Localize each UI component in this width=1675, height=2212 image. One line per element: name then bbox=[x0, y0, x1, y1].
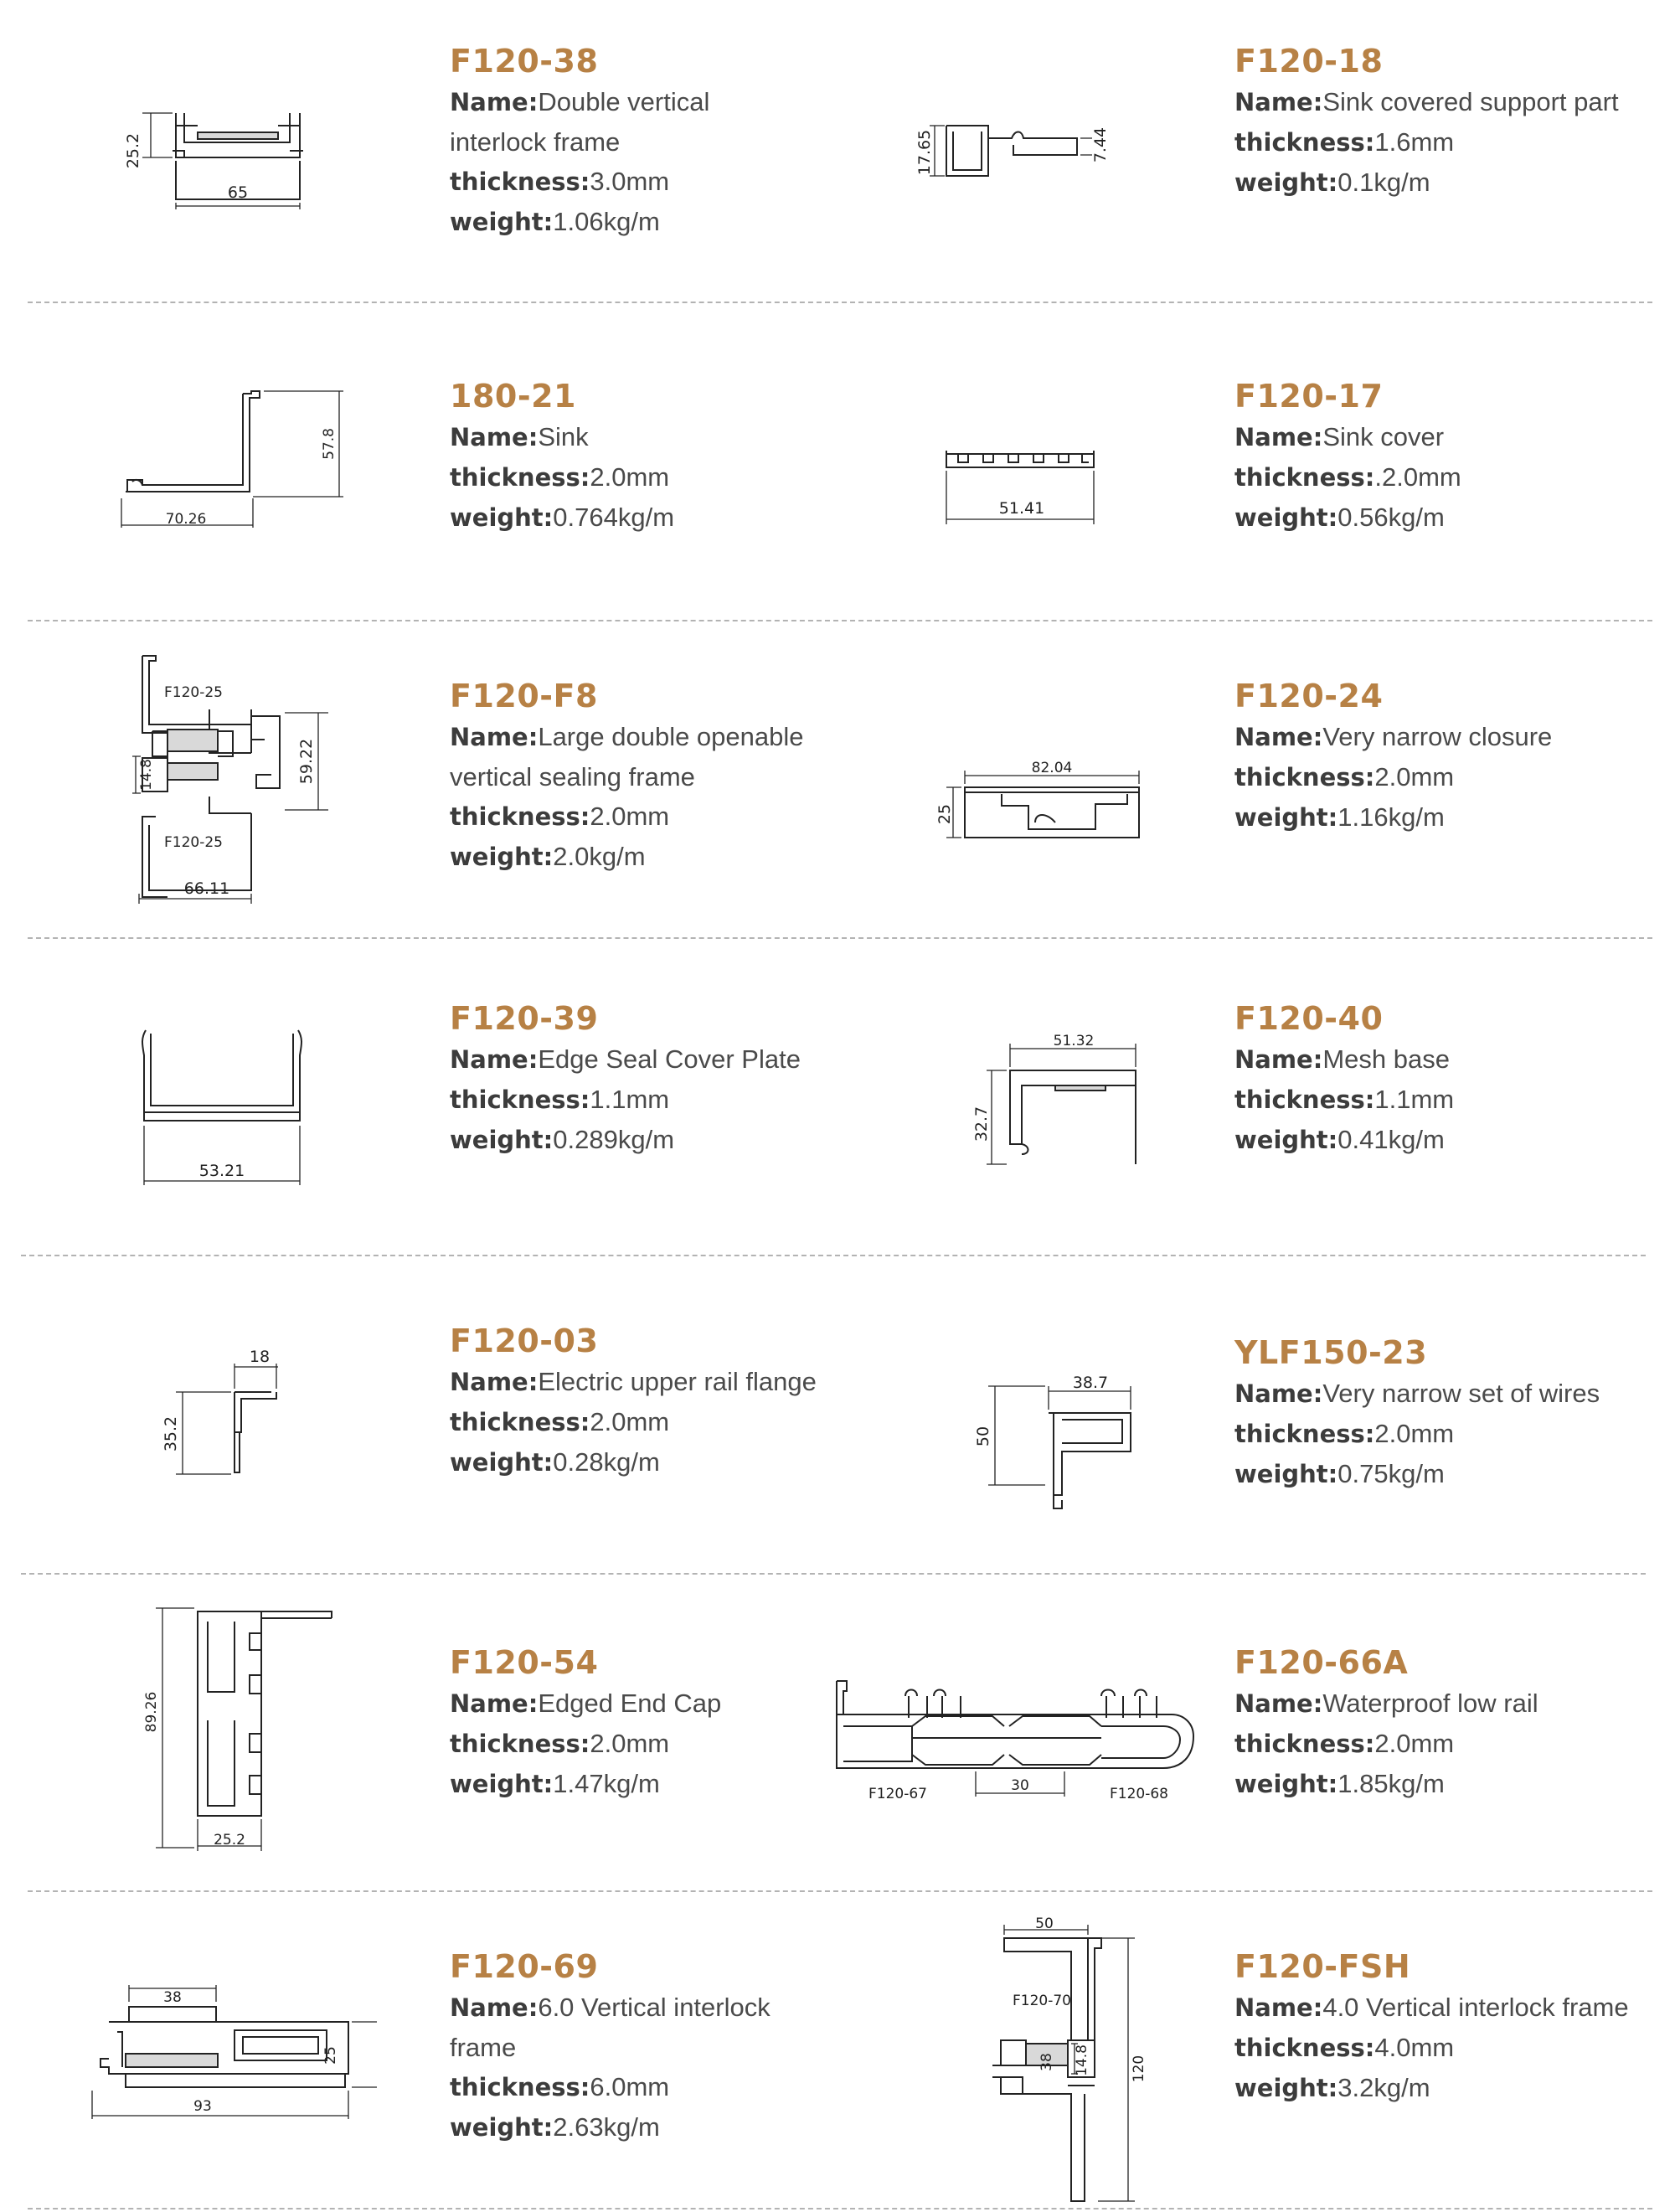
product-name: Name:Large double openable bbox=[450, 722, 804, 751]
product-weight: weight:1.47kg/m bbox=[450, 1769, 660, 1798]
product-thickness: thickness:2.0mm bbox=[450, 1729, 670, 1758]
profile-drawing bbox=[976, 1918, 1164, 2207]
product-thickness: thickness:2.0mm bbox=[450, 1407, 670, 1436]
row-divider bbox=[21, 1573, 1646, 1575]
product-name: Name:Edged End Cap bbox=[450, 1689, 722, 1718]
profile-drawing bbox=[930, 745, 1164, 854]
dimension-label: 14.8 bbox=[138, 759, 155, 791]
product-thickness: thickness:.2.0mm bbox=[1234, 462, 1461, 492]
product-weight: weight:1.85kg/m bbox=[1234, 1769, 1445, 1798]
product-code: F120-24 bbox=[1234, 678, 1384, 714]
dimension-label: 25.2 bbox=[124, 132, 142, 169]
profile-drawing bbox=[938, 444, 1106, 528]
product-entry bbox=[1234, 1332, 1600, 1494]
product-thickness: thickness:1.6mm bbox=[1234, 127, 1455, 157]
product-code: F120-FSH bbox=[1234, 1948, 1411, 1985]
dimension-label: 93 bbox=[193, 2098, 212, 2115]
dimension-label: 59.22 bbox=[297, 738, 316, 785]
product-weight: weight:0.41kg/m bbox=[1234, 1125, 1445, 1154]
dimension-label: F120-67 bbox=[868, 1786, 927, 1802]
product-name: Name:4.0 Vertical interlock frame bbox=[1234, 1993, 1629, 2022]
product-name: Name:Electric upper rail flange bbox=[450, 1367, 817, 1396]
product-name: Name:Waterproof low rail bbox=[1234, 1689, 1538, 1718]
product-entry bbox=[450, 40, 709, 242]
product-entry bbox=[450, 1320, 817, 1482]
product-weight: weight:0.75kg/m bbox=[1234, 1459, 1445, 1488]
product-name-continued: interlock frame bbox=[450, 127, 621, 157]
product-name: Name:Very narrow set of wires bbox=[1234, 1379, 1600, 1408]
dimension-label: 51.41 bbox=[998, 499, 1045, 518]
product-code: 180-21 bbox=[450, 378, 576, 415]
profile-drawing bbox=[126, 1022, 318, 1189]
profile-drawing bbox=[142, 1340, 310, 1482]
product-weight: weight:2.63kg/m bbox=[450, 2112, 660, 2142]
dimension-label: 25 bbox=[322, 2046, 339, 2065]
dimension-label: F120-70 bbox=[1013, 1993, 1071, 2009]
dimension-label: 53.21 bbox=[198, 1162, 245, 1180]
dimension-label: 65 bbox=[227, 183, 249, 202]
product-entry bbox=[1234, 675, 1552, 838]
dimension-label: 25 bbox=[935, 803, 954, 825]
dimension-label: 70.26 bbox=[165, 511, 207, 528]
product-thickness: thickness:1.1mm bbox=[450, 1085, 670, 1114]
profile-drawing bbox=[75, 1977, 360, 2119]
product-entry bbox=[1234, 998, 1454, 1160]
product-thickness: thickness:2.0mm bbox=[1234, 1419, 1455, 1448]
dimension-label: 18 bbox=[249, 1348, 271, 1366]
product-weight: weight:0.289kg/m bbox=[450, 1125, 675, 1154]
product-code: F120-18 bbox=[1234, 43, 1384, 80]
product-name-continued: frame bbox=[450, 2033, 517, 2062]
product-code: F120-69 bbox=[450, 1948, 599, 1985]
product-thickness: thickness:2.0mm bbox=[1234, 762, 1455, 791]
profile-drawing bbox=[938, 1030, 1156, 1173]
product-thickness: thickness:2.0mm bbox=[1234, 1729, 1455, 1758]
product-name: Name:Double vertical bbox=[450, 87, 710, 116]
product-code: F120-F8 bbox=[450, 678, 598, 714]
profile-drawing bbox=[117, 92, 335, 209]
product-code: F120-40 bbox=[1234, 1000, 1384, 1037]
product-entry bbox=[450, 375, 674, 538]
product-entry bbox=[450, 675, 804, 877]
row-divider bbox=[28, 937, 1652, 939]
product-code: F120-66A bbox=[1234, 1644, 1409, 1681]
profile-drawing bbox=[134, 1600, 352, 1851]
product-entry bbox=[1234, 375, 1461, 538]
dimension-label: 57.8 bbox=[321, 428, 338, 460]
product-weight: weight:0.56kg/m bbox=[1234, 503, 1445, 532]
product-thickness: thickness:6.0mm bbox=[450, 2072, 670, 2101]
row-divider bbox=[21, 1255, 1646, 1256]
row-divider bbox=[28, 620, 1652, 621]
product-entry bbox=[450, 1946, 770, 2148]
dimension-label: 38 bbox=[163, 1989, 182, 2006]
product-name: Name:Sink bbox=[450, 422, 589, 451]
row-divider bbox=[28, 302, 1652, 303]
product-weight: weight:0.764kg/m bbox=[450, 503, 675, 532]
dimension-label: 38 bbox=[1038, 2053, 1055, 2071]
product-code: F120-54 bbox=[450, 1644, 599, 1681]
dimension-label: 66.11 bbox=[183, 879, 230, 898]
dimension-label: 14.8 bbox=[1074, 2044, 1090, 2076]
product-weight: weight:0.28kg/m bbox=[450, 1447, 660, 1477]
product-entry bbox=[1234, 1946, 1629, 2108]
dimension-label: 35.2 bbox=[162, 1415, 180, 1452]
product-name: Name:Edge Seal Cover Plate bbox=[450, 1044, 801, 1074]
dimension-label: 25.2 bbox=[214, 1832, 245, 1848]
product-name-continued: vertical sealing frame bbox=[450, 762, 695, 791]
product-code: F120-17 bbox=[1234, 378, 1384, 415]
product-name: Name:Sink covered support part bbox=[1234, 87, 1619, 116]
dimension-label: 17.65 bbox=[915, 129, 934, 176]
dimension-label: F120-25 bbox=[164, 684, 223, 701]
product-thickness: thickness:2.0mm bbox=[450, 462, 670, 492]
product-name: Name:Mesh base bbox=[1234, 1044, 1450, 1074]
product-name: Name:Sink cover bbox=[1234, 422, 1445, 451]
product-entry bbox=[450, 1642, 721, 1804]
dimension-label: 7.44 bbox=[1091, 126, 1110, 163]
dimension-label: 120 bbox=[1131, 2055, 1147, 2083]
dimension-label: F120-25 bbox=[164, 834, 223, 851]
product-thickness: thickness:1.1mm bbox=[1234, 1085, 1455, 1114]
profile-drawing bbox=[109, 381, 352, 536]
product-weight: weight:2.0kg/m bbox=[450, 842, 646, 871]
dimension-label: 32.7 bbox=[972, 1106, 991, 1142]
product-entry bbox=[450, 998, 801, 1160]
dimension-label: 82.04 bbox=[1031, 760, 1073, 776]
product-thickness: thickness:2.0mm bbox=[450, 802, 670, 831]
dimension-label: 50 bbox=[1035, 1916, 1054, 1932]
row-divider bbox=[28, 2208, 1652, 2209]
product-weight: weight:0.1kg/m bbox=[1234, 168, 1430, 197]
dimension-label: 51.32 bbox=[1053, 1033, 1095, 1049]
product-code: F120-39 bbox=[450, 1000, 599, 1037]
product-entry bbox=[1234, 40, 1619, 203]
product-code: F120-03 bbox=[450, 1323, 599, 1359]
product-thickness: thickness:4.0mm bbox=[1234, 2033, 1455, 2062]
product-weight: weight:1.16kg/m bbox=[1234, 802, 1445, 832]
profile-drawing bbox=[825, 1663, 1219, 1813]
product-weight: weight:3.2kg/m bbox=[1234, 2073, 1430, 2102]
product-entry bbox=[1234, 1642, 1538, 1804]
product-name: Name:6.0 Vertical interlock bbox=[450, 1993, 770, 2022]
dimension-label: 38.7 bbox=[1072, 1374, 1109, 1392]
dimension-label: 50 bbox=[974, 1426, 992, 1447]
profile-drawing bbox=[117, 649, 343, 900]
dimension-label: 30 bbox=[1011, 1777, 1029, 1794]
row-divider bbox=[28, 1890, 1652, 1892]
dimension-label: 89.26 bbox=[143, 1691, 160, 1733]
profile-drawing bbox=[955, 1353, 1156, 1520]
product-thickness: thickness:3.0mm bbox=[450, 167, 670, 196]
product-weight: weight:1.06kg/m bbox=[450, 207, 660, 236]
product-code: F120-38 bbox=[450, 43, 599, 80]
product-name: Name:Very narrow closure bbox=[1234, 722, 1553, 751]
profile-drawing bbox=[913, 105, 1114, 197]
product-code: YLF150-23 bbox=[1234, 1334, 1428, 1371]
dimension-label: F120-68 bbox=[1110, 1786, 1168, 1802]
